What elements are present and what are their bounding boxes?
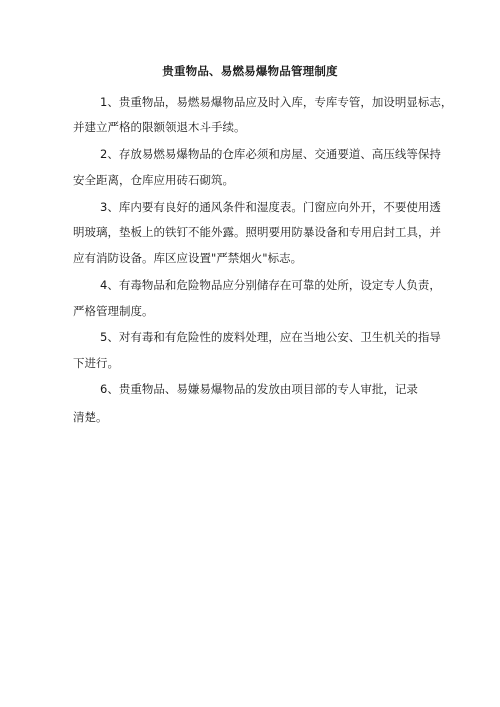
- clause-3-line-3: 应有消防设备。库区应设置"严禁烟火"标志。: [73, 251, 303, 265]
- clause-3-line-1: 3、库内要有良好的通风条件和湿度表。门窗应向外开，不要使用透: [100, 200, 441, 214]
- clause-3-line-2: 明玻璃，垫板上的铁钉不能外露。照明要用防暴设备和专用启封工具，并: [73, 225, 441, 239]
- clause-5-line-1: 5、对有毒和有危险性的废料处理，应在当地公安、卫生机关的指导: [100, 330, 441, 344]
- clause-1-line-2: 并建立严格的限额领退木斗手续。: [73, 120, 246, 134]
- clause-2-line-1: 2、存放易燃易爆物品的仓库必须和房屋、交通要道、高压线等保持: [100, 147, 441, 161]
- clause-5-line-2: 下进行。: [73, 356, 119, 370]
- clause-4-line-1: 4、有毒物品和危险物品应分别储存在可靠的处所，设定专人负责，: [100, 278, 441, 292]
- clause-1-line-1: 1、贵重物品，易燃易爆物品应及时入库，专库专管，加设明显标志，: [100, 95, 453, 109]
- clause-4-line-2: 严格管理制度。: [73, 304, 154, 318]
- document-title: 贵重物品、易燃易爆物品管理制度: [162, 64, 338, 78]
- clause-6-line-1: 6、贵重物品、易嫌易爆物品的发放由项目部的专人审批，记录: [100, 382, 418, 396]
- clause-6-line-2: 清楚。: [73, 410, 108, 424]
- clause-2-line-2: 安全距离，仓库应用砖石砌筑。: [73, 173, 234, 187]
